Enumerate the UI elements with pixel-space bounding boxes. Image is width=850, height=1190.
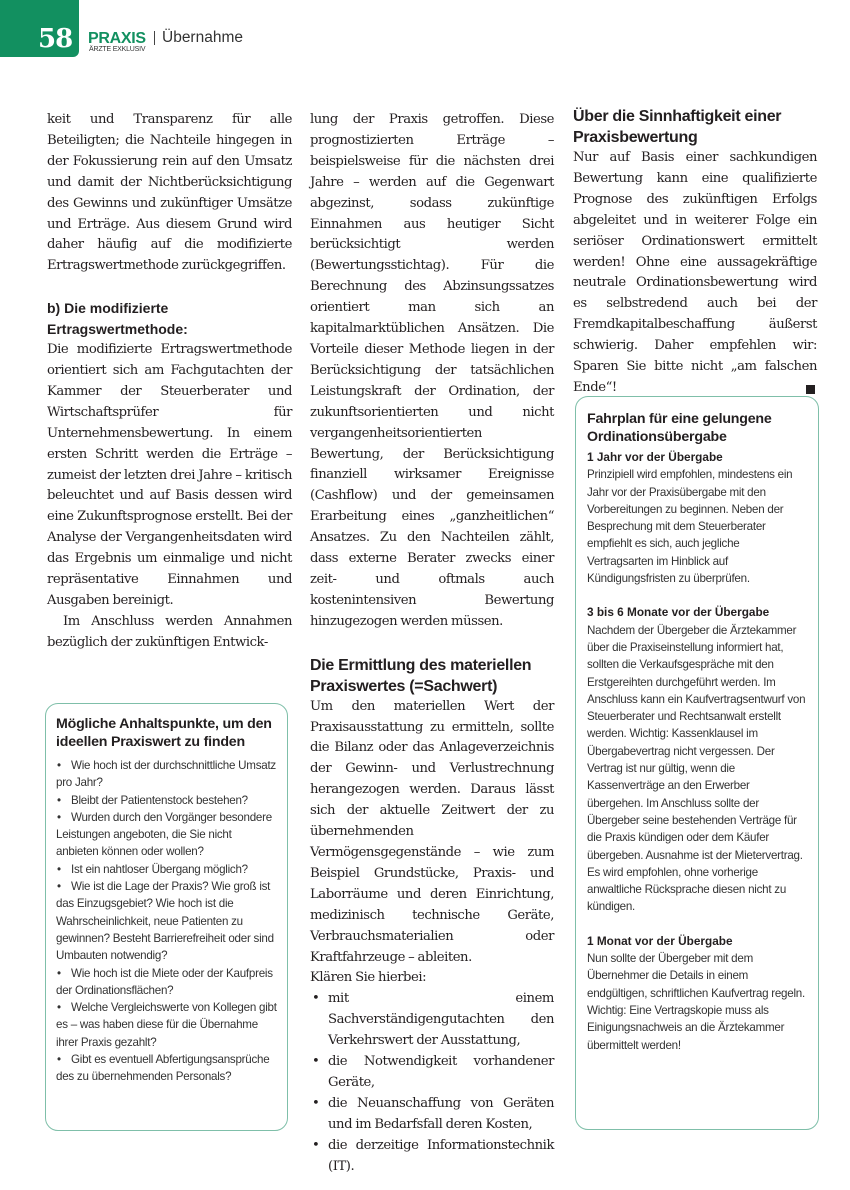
- timeline-heading: 1 Monat vor der Übergabe: [587, 933, 733, 948]
- section-heading: Über die Sinnhaftigkeit einer Praxisbewertung: [573, 108, 782, 146]
- info-box-fahrplan: [575, 396, 819, 1130]
- checklist: [56, 757, 277, 1086]
- page-number: 58: [38, 24, 73, 54]
- end-of-article-mark: [806, 385, 815, 394]
- magazine-logo: PRAXIS: [88, 30, 146, 47]
- paragraph: Um den materiellen Wert der Praxisausstattung zu ermitteln, sollte die Bilanz oder das Anlageverzeichnis der Gewinn- und Verlustrechnung herangezogen werden. Daraus lässt sich der aktuelle Zeitwert der zu übernehmenden Vermögensgegenstände – wie zum Beispiel Grundstücke, Praxis- und Laborräume und deren Einrichtung, medizinisch technische Geräte, Verbrauchsmaterialien oder Kraftfahrzeuge – ableiten.: [310, 698, 554, 965]
- info-box-anhaltspunkte: [45, 703, 288, 1131]
- list-item: • Wie hoch ist der durchschnittliche Umsatz pro Jahr?: [56, 757, 277, 792]
- paragraph: Im Anschluss werden Annahmen bezüglich der zukünftigen Entwick-: [47, 613, 292, 650]
- list-item: • Wurden durch den Vorgänger besondere Leistungen angeboten, die Sie nicht anbieten können oder wollen?: [56, 809, 277, 861]
- paragraph: lung der Praxis getroffen. Diese prognostizierten Erträge – beispielsweise für die nächsten drei Jahre – werden auf die Gegenwart abgezinst, sodass zukünftige Einnahmen aus heutiger Sicht berücksichtigt werden (Bewertungsstichtag). Für die Berechnung des Abzinsungssatzes orientiert man sich an kapitalmarktüblichen Ansätzen. Die Vorteile dieser Methode liegen in der Berücksichtigung der tatsächlichen Leistungskraft der Ordination, der zukunftsorientierten und nicht vergangenheitsorientierten Bewertung, der Berücksichtigung finanziell wirksamer Ereignisse (Cashflow) und der gemeinsamen Erarbeitung eines „ganzheitlichen“ Ansatzes. Zu den Nachteilen zählt, dass externe Berater zwecks einer zeit- und oftmals auch kostenintensiven Bewertung hinzugezogen werden müssen.: [310, 112, 554, 629]
- list-item: • die Neuanschaffung von Geräten und im Bedarfsfall deren Kosten,: [310, 1094, 554, 1136]
- list-item: • Bleibt der Patientenstock bestehen?: [56, 792, 277, 809]
- paragraph: Klären Sie hierbei:: [310, 970, 427, 986]
- page-number-tab: [0, 0, 79, 57]
- subheading-line: b) Die modifizierte: [47, 300, 169, 317]
- paragraph: [573, 148, 817, 399]
- subheading-line: Ertragswertmethode:: [47, 321, 188, 338]
- section-heading: Die Ermittlung des materiellen Praxiswertes (=Sachwert): [310, 656, 532, 695]
- timeline-text: Nachdem der Übergeber die Ärztekammer über die Praxiseinstellung informiert hat, sollten die Verkaufsgespräche mit den Erstgereihten durchgeführt werden. Im Anschluss kann ein Kaufvertragsentwurf von Steuerberater und Rechtsanwalt erstellt werden. Wichtig: Kassenklausel im Übergabevertrag nicht vergessen. Der Vertrag ist nur gültig, wenn die Kassenverträge an den Erwerber übergehen. Im Anschluss sollte der Übergeber seine bestehenden Verträge für die Praxis kündigen oder dem Käufer übergeben. Ausnahme ist der Mietervertrag.: [587, 623, 806, 862]
- box-title: Fahrplan für eine gelungene Ordinationsübergabe: [587, 411, 772, 445]
- list-item: • die derzeitige Informationstechnik (IT).: [310, 1136, 554, 1178]
- paragraph: keit und Transparenz für alle Beteiligten; die Nachteile hingegen in der Fokussierung rein auf den Umsatz und damit der Nichtberücksichtigung des Gewinns und zukünftiger Umsätze und Erträge. Aus diesem Grund wird daher häufig auf die modifizierte Ertragswertmethode zurückgegriffen.: [47, 112, 292, 274]
- timeline-heading: 3 bis 6 Monate vor der Übergabe: [587, 605, 770, 620]
- timeline-text: Nun sollte der Übergeber mit dem Übernehmer die Details in einem endgültigen, schriftlichen Kaufvertrag regeln. Wichtig: Eine Vertragskopie muss als Einigungsnachweis an die Ärztekammer übermittelt werden!: [587, 952, 805, 1052]
- list-item: • Wie hoch ist die Miete oder der Kaufpreis der Ordinationsflächen?: [56, 965, 277, 1000]
- list-item: • Gibt es eventuell Abfertigungsansprüche des zu übernehmenden Personals?: [56, 1051, 277, 1086]
- list-item: • Wie ist die Lage der Praxis? Wie groß ist das Einzugsgebiet? Wie hoch ist die Wahrscheinlichkeit, neue Patienten zu gewinnen? Besteht Barrierefreiheit oder sind Umbauten notwendig?: [56, 878, 277, 964]
- list-item: • die Notwendigkeit vorhandener Geräte,: [310, 1052, 554, 1094]
- timeline-heading: 1 Jahr vor der Übergabe: [587, 450, 723, 464]
- column-1: [47, 110, 292, 654]
- header-divider: [154, 31, 155, 45]
- timeline-text: Es wird empfohlen, ohne vorherige anwaltliche Rücksprache diesen nicht zu kündigen.: [587, 865, 787, 914]
- section-title: Übernahme: [162, 29, 243, 46]
- timeline-text: Prinzipiell wird empfohlen, mindestens ein Jahr vor der Praxisübergabe mit den Vorbereitungen zu beginnen. Neben der Besprechung mit dem Steuerberater empfiehlt es sich, auch jegliche Vertragsarten im Hinblick auf Kündigungsfristen zu überprüfen.: [587, 468, 793, 586]
- paragraph-text: Nur auf Basis einer sachkundigen Bewertung kann eine qualifizierte Prognose des zukünftigen Erfolgs abgeleitet und in weiterer Folge ein seriöser Ordinationswert ermittelt werden! Ohne eine aussagekräftige neutrale Ordinationsbewertung wird es selbstredend auch bei der Fremdkapitalbeschaffung äußerst schwierig. Daher empfehlen wir: Sparen Sie bitte nicht „am falschen Ende“!: [573, 150, 817, 395]
- list-item: • mit einem Sachverständigengutachten den Verkehrswert der Ausstattung,: [310, 989, 554, 1052]
- magazine-subtitle: ÄRZTE EXKLUSIV: [89, 46, 146, 53]
- subheading: [47, 298, 292, 340]
- box-title: Mögliche Anhaltspunkte, um den ideellen Praxiswert zu finden: [56, 716, 272, 750]
- column-3: [573, 106, 817, 399]
- list-item: • Welche Vergleichswerte von Kollegen gibt es – was haben diese für die Übernahme ihrer Praxis gezahlt?: [56, 999, 277, 1051]
- list-item: • Ist ein nahtloser Übergang möglich?: [56, 861, 277, 878]
- paragraph: Die modifizierte Ertragswertmethode orientiert sich am Fachgutachten der Kammer der Steuerberater und Wirtschaftsprüfer für Unternehmensbewertung. In einem ersten Schritt werden die Erträge – zumeist der letzten drei Jahre – kritisch beleuchtet und auf Basis dessen wird eine Zukunftsprognose erstellt. Bei der Analyse der Vergangenheitsdaten wird das Ergebnis um einmalige und nicht repräsentative Einnahmen und Ausgaben bereinigt.: [47, 342, 292, 608]
- bullet-list: [310, 989, 554, 1177]
- column-2: [310, 110, 554, 1178]
